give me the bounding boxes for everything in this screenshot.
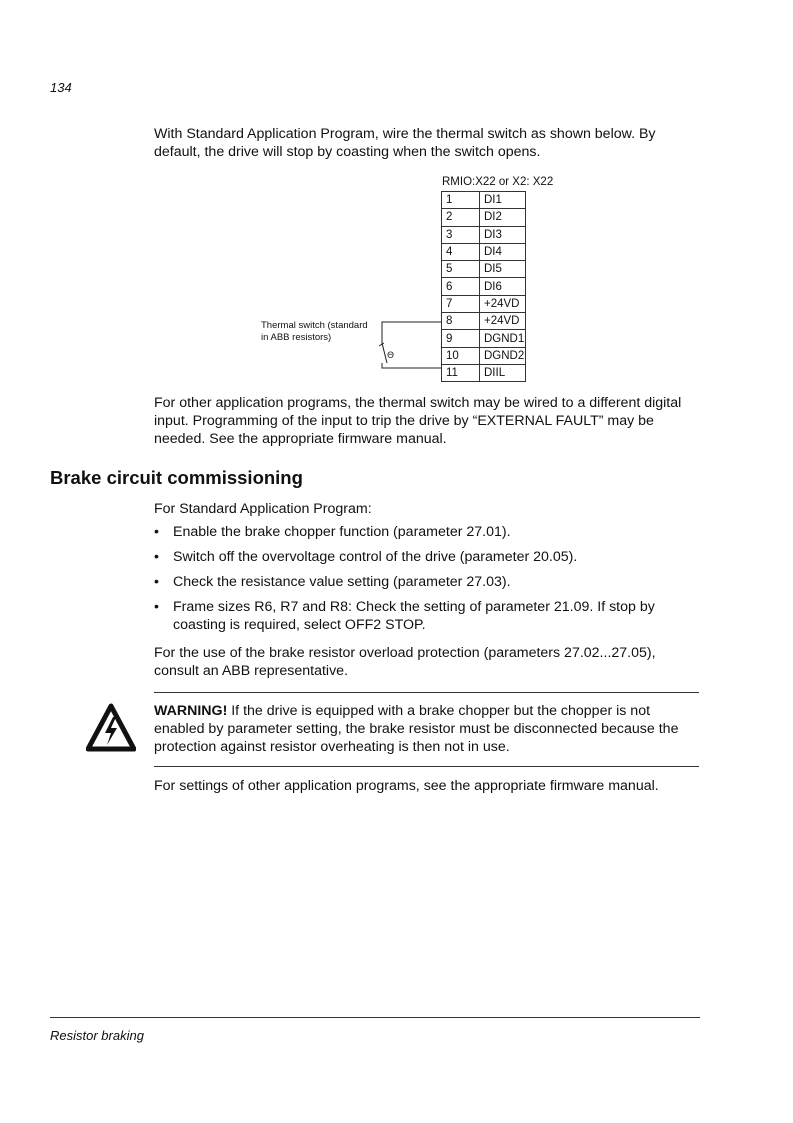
terminal-signal: +24VD <box>480 295 526 312</box>
switch-symbol: Θ <box>387 351 395 361</box>
other-programs-paragraph: For other application programs, the thermal switch may be wired to a different digital input. Programming of the input to trip the drive by “EXTERNAL FAULT” may be needed. See the appropriate firmware manual. <box>154 395 682 447</box>
list-item <box>154 598 699 634</box>
terminal-signal: DI3 <box>480 226 526 243</box>
terminal-number: 4 <box>442 243 480 260</box>
terminal-number: 10 <box>442 347 480 364</box>
terminal-row <box>442 313 526 330</box>
list-item <box>154 573 699 591</box>
terminal-row <box>442 192 526 209</box>
overload-paragraph: For the use of the brake resistor overload protection (parameters 27.02...27.05), consult an ABB representative. <box>154 645 656 679</box>
terminal-number: 9 <box>442 330 480 347</box>
terminal-signal: DI6 <box>480 278 526 295</box>
page-number: 134 <box>50 80 72 95</box>
intro-paragraph: With Standard Application Program, wire the thermal switch as shown below. By default, the drive will stop by coasting when the switch opens. <box>154 126 656 160</box>
thermal-switch-label <box>261 320 368 343</box>
electrical-hazard-warning-icon <box>86 703 136 753</box>
settings-paragraph: For settings of other application programs, see the appropriate firmware manual. <box>154 778 659 794</box>
wire-terminal-10 <box>382 363 441 368</box>
switch-contact-mark <box>379 343 384 346</box>
terminal-row <box>442 347 526 364</box>
terminal-row <box>442 226 526 243</box>
thermal-switch-wiring <box>370 315 445 375</box>
terminal-row <box>442 209 526 226</box>
thermal-switch-label-line1: Thermal switch (standard <box>261 320 368 331</box>
terminal-number: 6 <box>442 278 480 295</box>
terminal-number: 7 <box>442 295 480 312</box>
thermal-switch-label-line2: in ABB resistors) <box>261 331 332 343</box>
terminal-signal: DGND2 <box>480 347 526 364</box>
terminal-signal: DI5 <box>480 261 526 278</box>
bullet-marker: • <box>154 549 159 565</box>
bullet-marker: • <box>154 574 159 590</box>
list-item <box>154 523 699 541</box>
section-heading: Brake circuit commissioning <box>50 467 303 488</box>
terminal-signal: +24VD <box>480 313 526 330</box>
terminal-signal: DI1 <box>480 192 526 209</box>
list-item-text: Enable the brake chopper function (parameter 27.01). <box>173 524 511 540</box>
warning-top-divider <box>154 692 699 693</box>
footer-section-title: Resistor braking <box>50 1028 144 1043</box>
bullet-marker: • <box>154 599 159 615</box>
list-item-text: Switch off the overvoltage control of the drive (parameter 20.05). <box>173 549 578 565</box>
wire-terminal-8 <box>382 322 441 343</box>
terminal-number: 5 <box>442 261 480 278</box>
list-item-text: Frame sizes R6, R7 and R8: Check the setting of parameter 21.09. If stop by coasting is required, select OFF2 STOP. <box>173 599 655 633</box>
terminal-row <box>442 330 526 347</box>
terminal-signal: DIIL <box>480 364 526 381</box>
terminal-number: 3 <box>442 226 480 243</box>
warning-label: WARNING! <box>154 703 228 719</box>
terminal-number: 1 <box>442 192 480 209</box>
warning-text <box>154 702 699 756</box>
list-item-text: Check the resistance value setting (parameter 27.03). <box>173 574 511 590</box>
commissioning-steps-list <box>154 523 699 641</box>
list-item <box>154 548 699 566</box>
bullet-marker: • <box>154 524 159 540</box>
footer-divider <box>50 1017 700 1018</box>
terminal-row <box>442 278 526 295</box>
std-program-label: For Standard Application Program: <box>154 501 372 517</box>
terminal-signal: DI2 <box>480 209 526 226</box>
terminal-row <box>442 364 526 381</box>
terminal-table <box>441 191 526 382</box>
terminal-row <box>442 243 526 260</box>
terminal-signal: DI4 <box>480 243 526 260</box>
terminal-number: 2 <box>442 209 480 226</box>
warning-bottom-divider <box>154 766 699 767</box>
terminal-signal: DGND1 <box>480 330 526 347</box>
terminal-number: 11 <box>442 364 480 381</box>
warning-body: If the drive is equipped with a brake chopper but the chopper is not enabled by parameter setting, the brake resistor must be disconnected because the protection against resistor overheating is then not in use. <box>154 703 679 755</box>
terminal-row <box>442 261 526 278</box>
terminal-block-title: RMIO:X22 or X2: X22 <box>442 176 554 188</box>
terminal-number: 8 <box>442 313 480 330</box>
terminal-row <box>442 295 526 312</box>
